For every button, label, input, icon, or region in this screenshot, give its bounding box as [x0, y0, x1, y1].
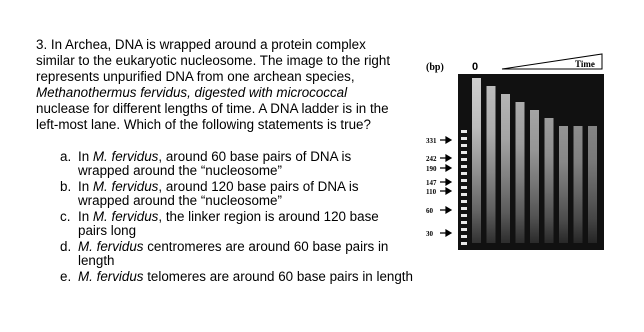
answer-text: pairs long — [78, 223, 137, 238]
answer-option-b[interactable] — [60, 180, 430, 208]
gel-lane — [574, 126, 583, 243]
ladder-label: 190 — [426, 165, 437, 173]
gel-lane — [501, 94, 510, 243]
answer-letter: e. — [60, 269, 72, 284]
time-label: Time — [575, 59, 595, 69]
ladder-label: 60 — [426, 207, 433, 215]
question-line: nuclease for different lengths of time. A DNA ladder is in the — [36, 100, 389, 116]
zero-label: 0 — [472, 61, 479, 73]
question-number: 3. — [36, 37, 48, 52]
answer-option-d[interactable] — [60, 240, 430, 268]
answer-list — [60, 150, 430, 286]
gel-lane — [559, 126, 568, 243]
answer-text: M. fervidus centromeres are around 60 base pairs in — [78, 239, 389, 254]
ladder-band — [461, 200, 467, 203]
species-name: Methanothermus fervidus, digested with micrococcal — [36, 84, 348, 100]
ladder-label: 147 — [426, 179, 437, 187]
ladder-label: 30 — [426, 230, 433, 238]
ladder-band — [461, 221, 467, 224]
ladder-band — [461, 207, 467, 210]
ladder-band — [461, 186, 467, 189]
ladder-band — [461, 137, 467, 140]
bp-label: (bp) — [426, 62, 444, 73]
ladder-arrow-icon — [440, 179, 451, 185]
answer-text: In M. fervidus, around 60 base pairs of DNA is — [78, 149, 352, 164]
gel-lane — [545, 118, 554, 243]
gel-lane — [588, 126, 597, 243]
gel-lane — [472, 78, 481, 243]
gel-lane — [487, 86, 496, 243]
dna-ladder-labels — [426, 137, 451, 238]
ladder-band — [461, 151, 467, 154]
answer-text: wrapped around the “nucleosome” — [78, 193, 282, 208]
answer-option-e[interactable] — [60, 270, 430, 284]
ladder-band — [461, 242, 467, 245]
answer-text: In M. fervidus, around 120 base pairs of DNA is — [78, 179, 359, 194]
answer-letter: a. — [60, 149, 72, 164]
ladder-band — [461, 179, 467, 182]
answer-text: M. fervidus telomeres are around 60 base pairs in length — [78, 269, 413, 284]
ladder-label: 242 — [426, 155, 437, 163]
ladder-arrow-icon — [440, 165, 451, 171]
question-line: represents unpurified DNA from one archean species, — [36, 68, 355, 84]
answer-text: wrapped around the “nucleosome” — [78, 163, 282, 178]
answer-text: length — [78, 253, 115, 268]
ladder-band — [461, 193, 467, 196]
ladder-arrow-icon — [440, 230, 451, 236]
answer-letter: d. — [60, 239, 72, 254]
ladder-band — [461, 165, 467, 168]
question-text — [36, 37, 416, 132]
answer-letter: b. — [60, 179, 72, 194]
ladder-band — [461, 172, 467, 175]
question-line: 3. In Archea, DNA is wrapped around a protein complex — [36, 37, 366, 52]
ladder-band — [461, 144, 467, 147]
gel-lane — [516, 102, 525, 243]
ladder-band — [461, 228, 467, 231]
gel-lane — [530, 110, 539, 243]
answer-option-a[interactable] — [60, 150, 430, 178]
ladder-label: 331 — [426, 137, 437, 145]
answer-text: In M. fervidus, the linker region is around 120 base — [78, 209, 379, 224]
gel-figure — [420, 40, 644, 280]
ladder-band — [461, 158, 467, 161]
ladder-band — [461, 214, 467, 217]
question-line: similar to the eukaryotic nucleosome. The image to the right — [36, 52, 391, 68]
ladder-band — [461, 130, 467, 133]
question-line: left-most lane. Which of the following statements is true? — [36, 116, 371, 132]
ladder-arrow-icon — [440, 137, 451, 143]
ladder-arrow-icon — [440, 155, 451, 161]
ladder-label: 110 — [426, 188, 437, 196]
gel-image — [420, 40, 644, 280]
ladder-arrow-icon — [440, 188, 451, 194]
answer-letter: c. — [60, 209, 71, 224]
answer-option-c[interactable] — [60, 210, 430, 238]
ladder-arrow-icon — [440, 207, 451, 213]
ladder-band — [461, 235, 467, 238]
